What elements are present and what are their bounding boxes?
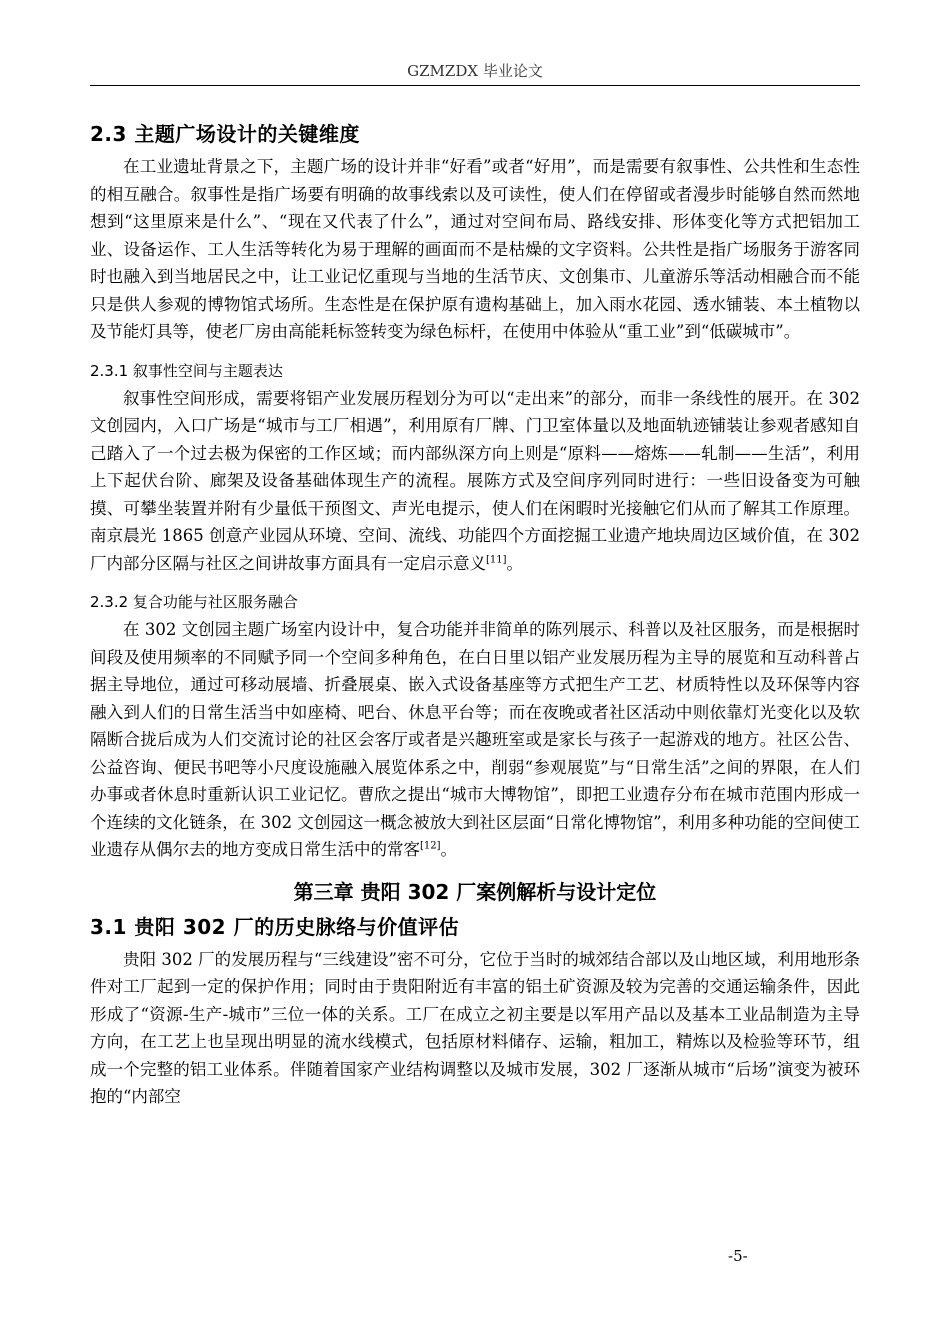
citation-ref: [11] — [486, 554, 507, 565]
page-header: GZMZDX 毕业论文 — [90, 60, 860, 86]
paragraph-text: 在 302 文创园主题广场室内设计中，复合功能并非简单的陈列展示、科普以及社区服务，而是根据时间段及使用频率的不同赋予同一个空间多种角色，在白日里以铝产业发展历程为主导的展览和互动科普占据主导地位，通过可移动展墙、折叠展桌、嵌入式设备基座等方式把生产工艺、材质特性以及环保等内容融入到人们的日常生活当中如座椅、吧台、休息平台等；而在夜晚或者社区活动中则依靠灯光变化以及软隔断合拢后成为人们交流讨论的社区会客厅或者是兴趣班室或是家长与孩子一起游戏的地方。社区公告、公益咨询、便民书吧等小尺度设施融入展览体系之中，削弱“参观展览”与“日常生活”之间的界限，在人们办事或者休息时重新认识工业记忆。曹欣之提出“城市大博物馆”，即把工业遗存分布在城市范围内形成一个连续的文化链条，在 302 文创园这一概念被放大到社区层面“日常化博物馆”，利用多种功能的空间使工业遗存从偶尔去的地方变成日常生活中的常客 — [90, 620, 860, 859]
section-heading-3-1: 3.1 贵阳 302 厂的历史脉络与价值评估 — [90, 914, 460, 939]
section-heading-2-3-1: 2.3.1 叙事性空间与主题表达 — [90, 361, 283, 380]
document-body — [90, 112, 860, 1111]
page-number: -5- — [728, 1247, 748, 1265]
section-heading-2-3: 2.3 主题广场设计的关键维度 — [90, 122, 360, 146]
paragraph-text: 叙事性空间形成，需要将铝产业发展历程划分为可以“走出来”的部分，而非一条线性的展开。在 302 文创园内，入口广场是“城市与工厂相遇”，利用原有厂牌、门卫室体量以及地面轨迹铺装让参观者感知自己踏入了一个过去极为保密的工作区域；而内部纵深方向上则是“原料——熔炼——轧制——生活”，利用上下起伏台阶、廊架及设备基础体现生产的流程。展陈方式及空间序列同时进行：一些旧设备变为可触摸、可攀坐装置并附有少量低干预图文、声光电提示，使人们在闲暇时光接触它们从而了解其工作原理。南京晨光 1865 创意产业园从环境、空间、流线、功能四个方面挖掘工业遗产地块周边区域价值，在 302 厂内部分区隔与社区之间讲故事方面具有一定启示意义 — [90, 388, 860, 573]
chapter-title: 第三章 贵阳 302 厂案例解析与设计定位 — [293, 879, 657, 904]
citation-ref: [12] — [420, 840, 441, 852]
paragraph-2-3: 在工业遗址背景之下，主题广场的设计并非“好看”或者“好用”，而是需要有叙事性、公共性和生态性的相互融合。叙事性是指广场要有明确的故事线索以及可读性，使人们在停留或者漫步时能够自然而然地想到“这里原来是什么”、“现在又代表了什么”，通过对空间布局、路线安排、形体变化等方式把铝加工业、设备运作、工人生活等转化为易于理解的画面而不是枯燥的文字资料。公共性是指广场服务于游客同时也融入到当地居民之中，让工业记忆重现与当地的生活节庆、文创集市、儿童游乐等活动相融合而不能只是供人参观的博物馆式场所。生态性是在保护原有遗构基础上，加入雨水花园、透水铺装、本土植物以及节能灯具等，使老厂房由高能耗标签转变为绿色标杆，在使用中体验从“重工业”到“低碳城市”。 — [90, 157, 860, 341]
paragraph-2-3-1 — [90, 385, 860, 578]
paragraph-2-3-2 — [90, 616, 860, 864]
paragraph-end: 。 — [440, 840, 458, 859]
paragraph-3-1: 贵阳 302 厂的发展历程与“三线建设”密不可分，它位于当时的城郊结合部以及山地区域，利用地形条件对工厂起到一定的保护作用；同时由于贵阳附近有丰富的铝土矿资源及较为完善的交通运输条件，因此形成了“资源-生产-城市”三位一体的关系。工厂在成立之初主要是以军用产品以及基本工业品制造为主导方向，在工艺上也呈现出明显的流水线模式，包括原材料储存、运输，粗加工，精炼以及检验等环节，组成一个完整的铝工业体系。伴随着国家产业结构调整以及城市发展，302 厂逐渐从城市“后场”演变为被环抱的“内部空 — [90, 949, 860, 1106]
paragraph-end: 。 — [506, 553, 524, 573]
section-heading-2-3-2: 2.3.2 复合功能与社区服务融合 — [90, 593, 298, 611]
